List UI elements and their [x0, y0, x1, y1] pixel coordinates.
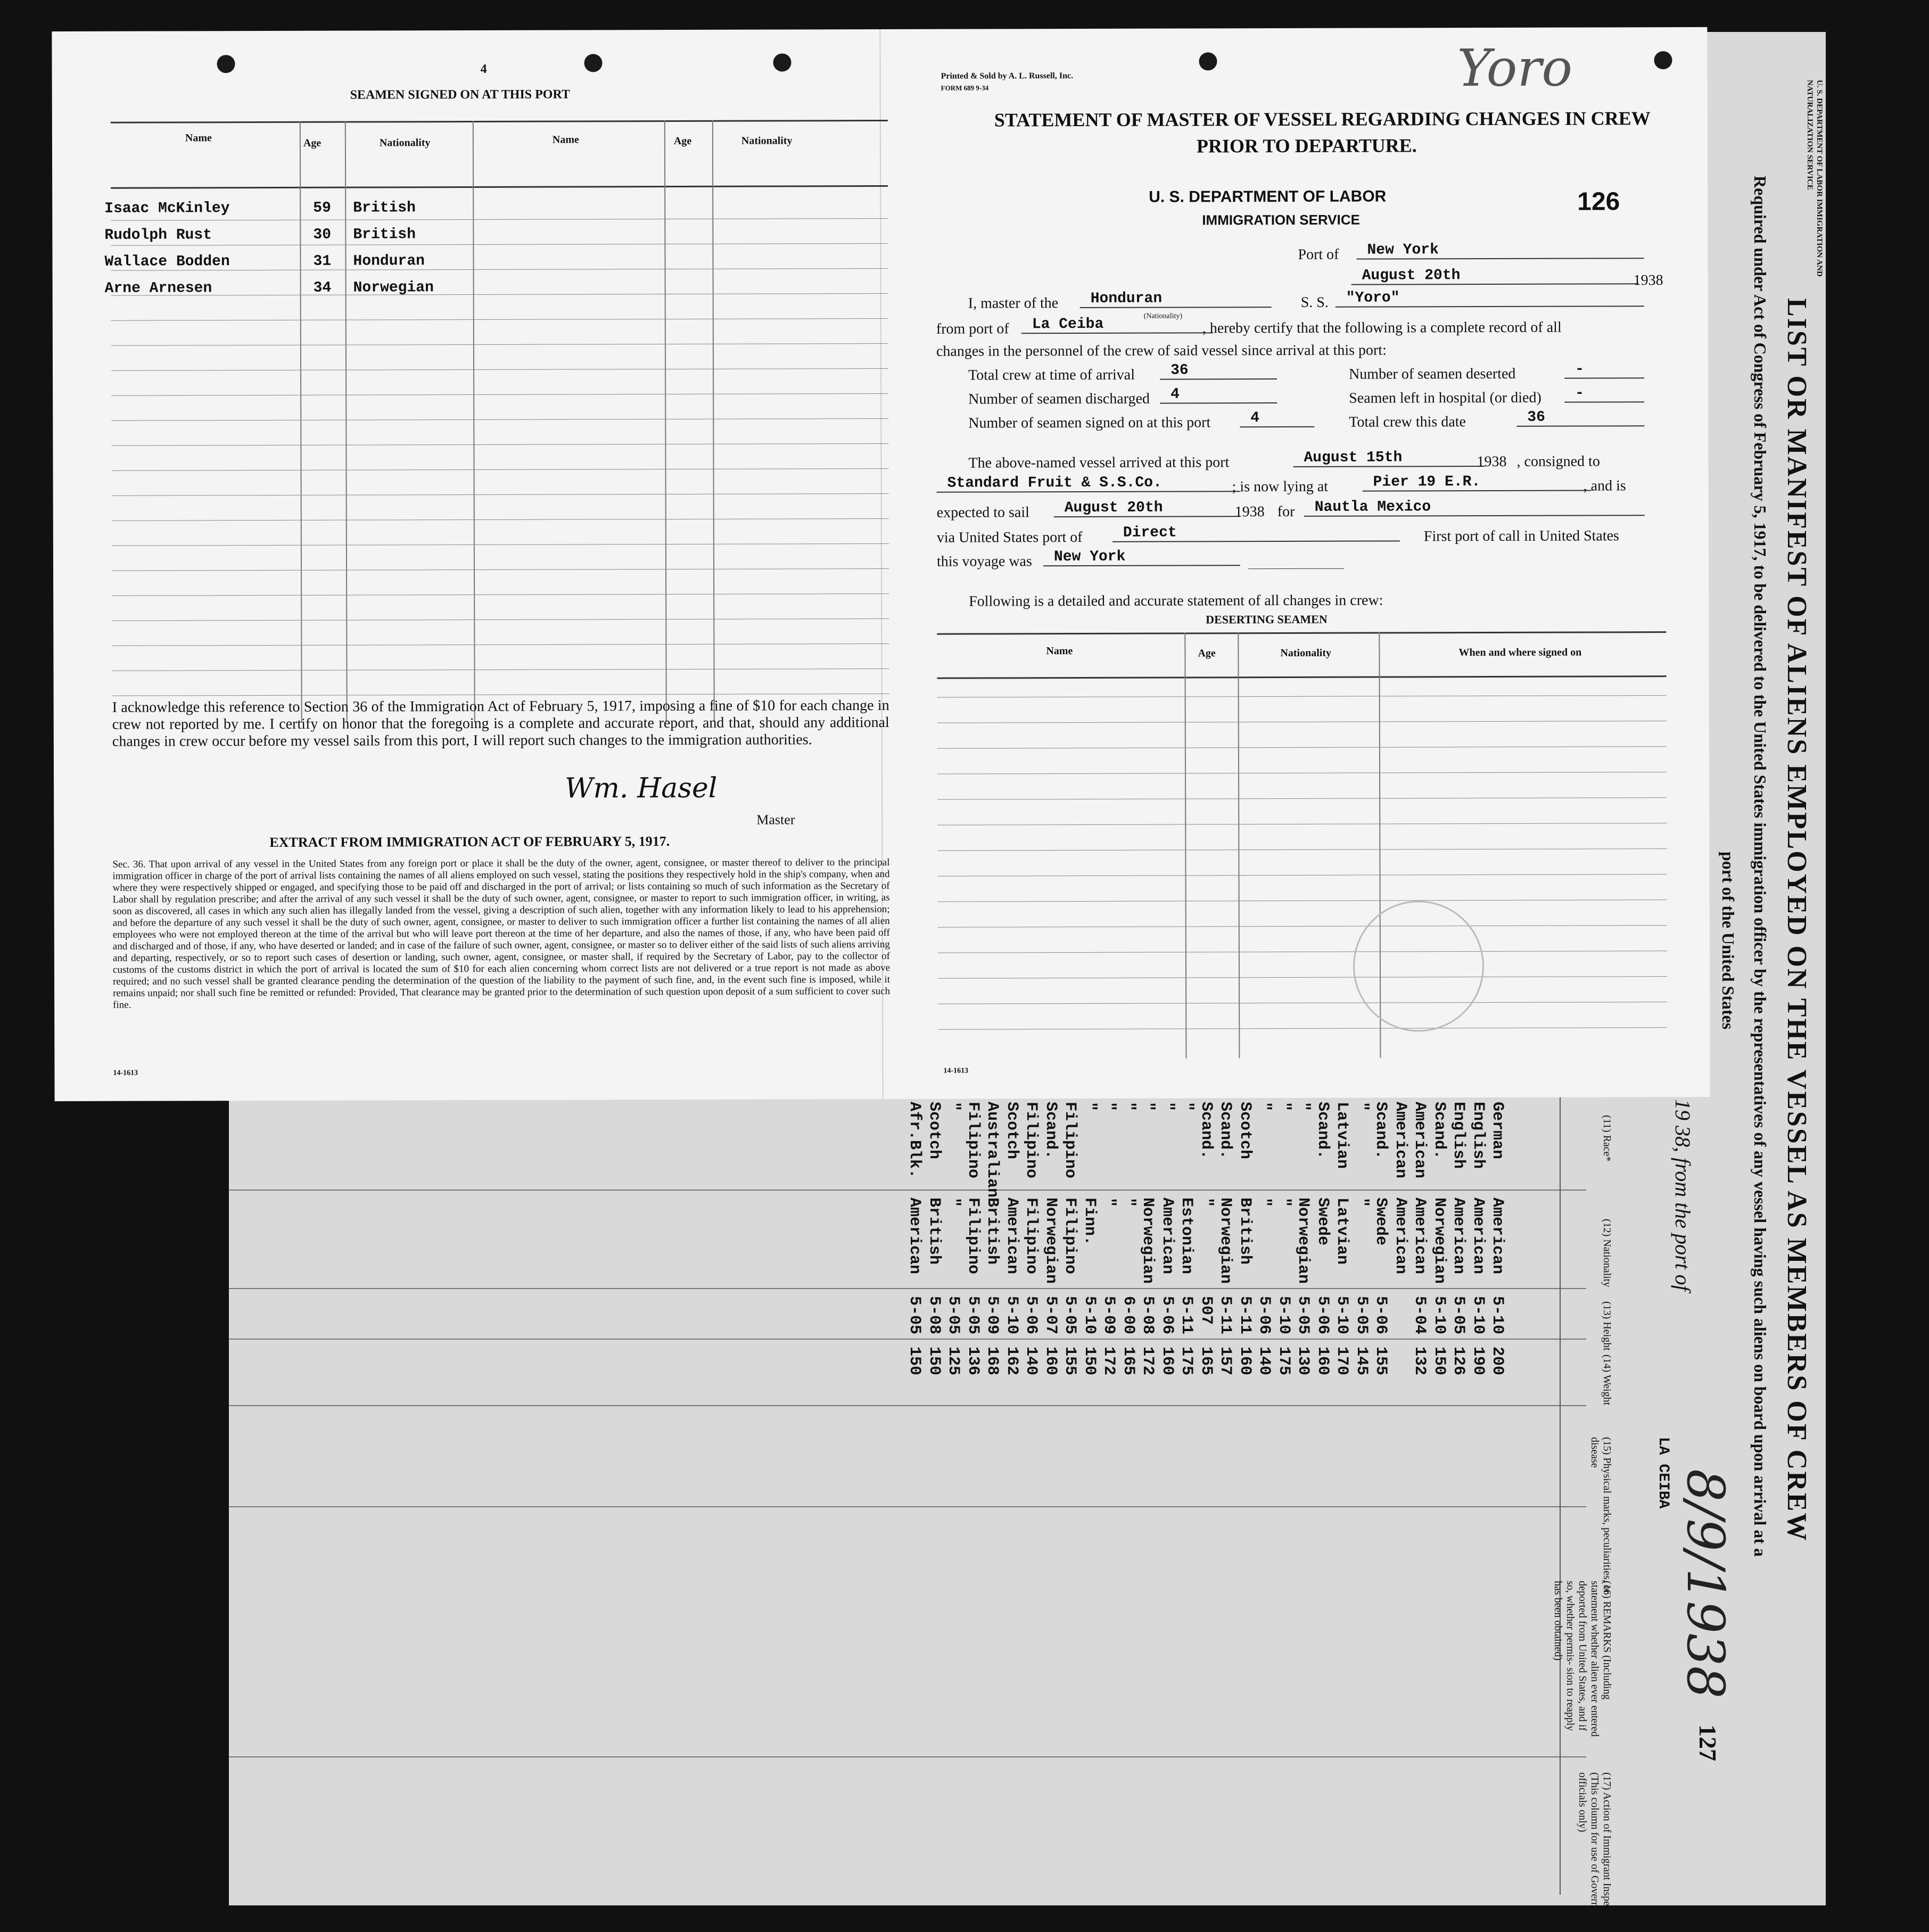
manifest-column-header: (15) Physical marks, peculiarities, or disease: [1589, 1437, 1613, 1594]
from-port-label: from port of: [936, 320, 1009, 337]
faded-inspection-stamp: [1353, 901, 1485, 1032]
manifest-cell-height: 5-06: [1022, 1296, 1040, 1335]
table-rule: [111, 418, 888, 421]
form-number: FORM 689 9-34: [941, 84, 989, 92]
seaman-age: 30: [313, 226, 332, 243]
manifest-column-header: (14) Weight: [1601, 1355, 1613, 1406]
manifest-cell-race: ": [1255, 1102, 1273, 1112]
table-rule: [937, 797, 1667, 800]
manifest-cell-race: Scand.: [1216, 1102, 1234, 1160]
column-divider: [229, 1405, 1586, 1406]
manifest-cell-weight: 175: [1274, 1347, 1293, 1376]
manifest-cell-nationality: Filipino: [1022, 1198, 1040, 1275]
table-rule: [111, 318, 888, 321]
voyage-label: this voyage was: [936, 553, 1032, 570]
following-text: Following is a detailed and accurate statement of all changes in crew:: [969, 592, 1383, 610]
manifest-cell-race: American: [1391, 1102, 1409, 1179]
column-line: [664, 120, 667, 722]
blank-line: [1248, 568, 1344, 569]
manifest-subtitle-2: port of the United States: [1719, 852, 1738, 1030]
manifest-subtitle-1: Required under Act of Congress of February 5, 1917, to be delivered to the United States immigration officer by the representatives of any vessel having such aliens on board upon arrival at a: [1751, 176, 1770, 1557]
manifest-cell-nationality: American: [1449, 1198, 1468, 1275]
manifest-cell-race: ": [1274, 1102, 1293, 1112]
manifest-column-header: (12) Nationality: [1601, 1219, 1613, 1287]
manifest-cell-height: 5-06: [1255, 1296, 1273, 1335]
manifest-cell-height: 5-05: [1294, 1296, 1312, 1335]
manifest-cell-race: Afr.Blk.: [905, 1102, 924, 1179]
manifest-cell-race: Scand.: [1372, 1102, 1390, 1160]
manifest-cell-nationality: British: [983, 1198, 1001, 1265]
manifest-cell-nationality: ": [944, 1198, 962, 1208]
table-rule: [112, 618, 889, 621]
table-rule: [111, 218, 888, 221]
manifest-column-header: (11) Race*: [1601, 1115, 1613, 1162]
manifest-cell-race: Scotch: [1235, 1102, 1254, 1160]
nationality-caption: (Nationality): [1143, 312, 1183, 320]
manifest-cell-weight: 162: [1002, 1347, 1021, 1376]
manifest-cell-race: Scand.: [1313, 1102, 1332, 1160]
manifest-cell-nationality: American: [1469, 1198, 1487, 1275]
table-rule: [112, 543, 889, 546]
manifest-cell-weight: 140: [1255, 1347, 1273, 1376]
seaman-name: Rudolph Rust: [104, 227, 212, 244]
manifest-cell-nationality: American: [1391, 1198, 1409, 1275]
manifest-cell-weight: 155: [1061, 1347, 1079, 1376]
manifest-cell-nationality: Norwegian: [1430, 1198, 1448, 1284]
manifest-title: LIST OR MANIFEST OF ALIENS EMPLOYED ON THE VESSEL AS MEMBERS OF CREW: [1782, 298, 1812, 1542]
manifest-cell-weight: 172: [1139, 1347, 1157, 1376]
table-rule: [111, 443, 888, 446]
signed-on-label: Number of seamen signed on at this port: [968, 414, 1211, 432]
table-rule: [938, 925, 1667, 928]
punch-hole: [1654, 51, 1672, 69]
total-crew-arrival-value: 36: [1160, 362, 1277, 380]
manifest-cell-weight: 155: [1372, 1347, 1390, 1376]
manifest-cell-height: 5-10: [1333, 1296, 1351, 1335]
expected-label: expected to sail: [936, 504, 1029, 521]
manifest-cell-height: 5-05: [1061, 1296, 1079, 1335]
column-line: [712, 120, 715, 722]
column-divider: [229, 1190, 1586, 1191]
deserted-value: -: [1564, 361, 1644, 378]
manifest-column-header: (17) Action of Immigrant Inspector (This column for use of Government officials only): [1577, 1772, 1613, 1929]
manifest-cell-nationality: American: [1488, 1198, 1506, 1275]
manifest-cell-race: ": [944, 1102, 962, 1112]
manifest-cell-weight: 150: [925, 1347, 943, 1376]
left-form-code: 14-1613: [113, 1069, 138, 1077]
seaman-name: Isaac McKinley: [104, 200, 230, 217]
manifest-cell-weight: 172: [1100, 1347, 1118, 1376]
manifest-cell-race: Australian: [983, 1102, 1001, 1198]
manifest-cell-race: ": [1080, 1102, 1099, 1112]
manifest-cell-height: 5-08: [925, 1296, 943, 1335]
manifest-cell-race: ": [1177, 1102, 1196, 1112]
manifest-cell-weight: 150: [1430, 1347, 1448, 1376]
printer-imprint: Printed & Sold by A. L. Russell, Inc.: [941, 71, 1074, 81]
manifest-cell-height: 5-11: [1216, 1296, 1234, 1335]
statement-title: STATEMENT OF MASTER OF VESSEL REGARDING CHANGES IN CREW: [994, 108, 1651, 131]
manifest-cell-nationality: Finn.: [1080, 1198, 1099, 1246]
manifest-cell-race: Latvian: [1333, 1102, 1351, 1169]
seaman-nationality: British: [353, 200, 416, 217]
manifest-cell-race: English: [1469, 1102, 1487, 1169]
signed-on-value: 4: [1240, 410, 1314, 427]
manifest-cell-height: 5-05: [905, 1296, 924, 1335]
seaman-age: 31: [313, 253, 332, 270]
manifest-footnote: *See list of races on back hereof. NOTE.—Failure to furnish full or correct information in columns (3), (5), (6), and (7) is punishable by a fine of ten dollars for each alien. See other side.: [135, 1363, 176, 1715]
header-age-2: Age: [673, 135, 692, 147]
date-value: August 20th: [1351, 267, 1639, 285]
column-divider: [229, 1339, 1586, 1340]
manifest-cell-height: 5-10: [1080, 1296, 1099, 1335]
manifest-cell-nationality: British: [1235, 1198, 1254, 1265]
manifest-cell-race: Scotch: [1002, 1102, 1021, 1160]
manifest-cell-nationality: Filipino: [1061, 1198, 1079, 1275]
manifest-cell-race: Scand.: [1197, 1102, 1215, 1160]
manifest-cell-height: 5-10: [1469, 1296, 1487, 1335]
table-rule: [938, 1027, 1667, 1030]
ss-label: S. S.: [1300, 294, 1329, 311]
manifest-cell-race: ": [1139, 1102, 1157, 1112]
manifest-cell-nationality: ": [1255, 1198, 1273, 1208]
seaman-age: 34: [313, 279, 332, 296]
header-nationality-2: Nationality: [741, 135, 793, 147]
manifest-printer-imprint: SOLD BY A. L. RUSSELL, INC. 47 WEST ST., N. Y. FORM 630 U. S. DEPARTMENT OF LABOR IMMIGRATION AND NATURALIZATION SERVICE: [1806, 80, 1833, 301]
manifest-cell-nationality: Norwegian: [1041, 1198, 1060, 1284]
manifest-cell-weight: 145: [1352, 1347, 1371, 1376]
manifest-cell-weight: 160: [1313, 1347, 1332, 1376]
manifest-cell-height: 5-08: [1139, 1296, 1157, 1335]
manifest-cell-height: 5-05: [1449, 1296, 1468, 1335]
manifest-cell-height: 6-00: [1119, 1296, 1137, 1335]
header-nationality: Nationality: [379, 137, 431, 149]
lying-label: ; is now lying at: [1232, 478, 1329, 496]
discharged-label: Number of seamen discharged: [968, 390, 1150, 408]
port-value: New York: [1356, 241, 1644, 259]
manifest-cell-weight: 170: [1333, 1347, 1351, 1376]
manifest-cell-height: 5-09: [983, 1296, 1001, 1335]
manifest-cell-height: 5-05: [1352, 1296, 1371, 1335]
manifest-cell-nationality: British: [925, 1198, 943, 1265]
header-divider: [1560, 1096, 1561, 1895]
manifest-cell-height: 5-06: [1372, 1296, 1390, 1335]
manifest-cell-height: 5-07: [1041, 1296, 1060, 1335]
table-rule: [937, 695, 1667, 698]
manifest-cell-weight: 136: [963, 1347, 982, 1376]
table-rule: [112, 668, 889, 671]
table-rule: [112, 493, 889, 496]
table-rule: [112, 518, 889, 521]
manifest-cell-nationality: Norwegian: [1294, 1198, 1312, 1284]
service-name: IMMIGRATION SERVICE: [1202, 211, 1360, 228]
master-label: Master: [756, 812, 795, 828]
arrived-label: The above-named vessel arrived at this port: [968, 454, 1230, 472]
table-rule: [938, 874, 1667, 877]
expected-year: 1938: [1234, 503, 1265, 521]
manifest-cell-nationality: Estonian: [1177, 1198, 1196, 1275]
column-line: [473, 121, 475, 722]
manifest-cell-race: ": [1119, 1102, 1137, 1112]
seaman-age: 59: [313, 200, 331, 217]
manifest-cell-weight: 132: [1411, 1347, 1429, 1376]
deserting-header-age: Age: [1198, 647, 1216, 659]
table-rule: [111, 243, 888, 246]
seaman-nationality: British: [353, 226, 416, 243]
handwritten-vessel-name: Yoro: [1457, 38, 1573, 98]
extract-text: Sec. 36. That upon arrival of any vessel in the United States from any foreign port or place it shall be the duty of the owner, agent, consignee, or master thereof to deliver to the principal immigration officer in charge of the port of arrival lists containing the names of all aliens employed on such vessel, stating the positions they respectively hold in the ship's company, when and where they were respectively shipped or engaged, and specifying those to be paid off and discharged in the port of arrival; or lists containing so much of such information as the Secretary of Labor shall by regulation prescribe; and after the arrival of any such vessel it shall be the duty of such owner, agent, consignee, or master to report to such immigration officer, in writing, as soon as discovered, all cases in which any such alien has illegally landed from the vessel, giving a description of such alien, together with any information likely to lead to his apprehension; and before the departure of any such vessel it shall be the duty of such owner, agent, consignee, or master to deliver to such immigration officer a further list containing the names of all alien employees who were not employed thereon at the time of the arrival but who will leave port thereon at the time of her departure, and also the names of those, if any, who have been paid off and discharged and of those, if any, who have deserted or landed; and in case of the failure of such owner, agent, consignee, or master so to deliver either of the said lists of such aliens arriving and departing, respectively, or so to report such cases of desertion or landing, such owner, agent, consignee, or master shall, if required by the Secretary of Labor, pay to the collector of customs of the customs district in which the port of arrival is located the sum of $10 for each alien concerning whom correct lists are not delivered or a true report is not made as above required; and no such vessel shall be granted clearance pending the determination of the question of the liability to the payment of such fine, and, in the event such fine is imposed, while it remains unpaid; nor shall such fine be remitted or refunded: Provided, That clearance may be granted prior to the determination of such question upon deposit of a sum sufficient to cover such fine.: [112, 856, 891, 1011]
manifest-cell-race: American: [1411, 1102, 1429, 1179]
manifest-cell-race: English: [1449, 1102, 1468, 1169]
manifest-cell-nationality: Norwegian: [1216, 1198, 1234, 1284]
manifest-cell-weight: 165: [1119, 1347, 1137, 1376]
seaman-name: Wallace Bodden: [104, 253, 230, 270]
table-rule: [111, 393, 888, 396]
table-rule: [937, 772, 1667, 774]
punch-hole: [1199, 52, 1217, 70]
page-number-stamp: 127: [1694, 1724, 1721, 1761]
manifest-cell-height: 5-11: [1177, 1296, 1196, 1335]
signed-on-table-header: [111, 120, 888, 189]
manifest-cell-weight: 125: [944, 1347, 962, 1376]
and-is-text: , and is: [1583, 477, 1626, 494]
manifest-cell-nationality: Swede: [1313, 1198, 1332, 1246]
manifest-cell-weight: 165: [1197, 1347, 1215, 1376]
manifest-cell-weight: 160: [1041, 1347, 1060, 1376]
punch-hole: [217, 55, 235, 73]
hospital-label: Seamen left in hospital (or died): [1349, 389, 1541, 407]
left-page-number: 4: [480, 62, 487, 76]
first-port-label: First port of call in United States: [1423, 527, 1619, 545]
table-rule: [112, 643, 889, 646]
via-value: Direct: [1112, 524, 1400, 542]
total-crew-arrival-label: Total crew at time of arrival: [968, 366, 1135, 384]
manifest-cell-nationality: ": [1274, 1198, 1293, 1208]
total-crew-date-label: Total crew this date: [1349, 414, 1466, 431]
via-label: via United States port of: [936, 529, 1083, 546]
table-rule: [112, 693, 889, 696]
manifest-cell-height: 5-09: [1100, 1296, 1118, 1335]
manifest-cell-race: ": [1158, 1102, 1176, 1112]
punch-hole: [773, 53, 791, 71]
table-rule: [937, 823, 1667, 825]
manifest-cell-height: 5-10: [1002, 1296, 1021, 1335]
manifest-cell-nationality: ": [1100, 1198, 1118, 1208]
total-crew-date-value: 36: [1516, 409, 1644, 427]
manifest-cell-nationality: ": [1197, 1198, 1215, 1208]
manifest-cell-height: 5-05: [963, 1296, 982, 1335]
for-label: for: [1277, 503, 1295, 521]
acknowledgment-text: I acknowledge this reference to Section 36 of the Immigration Act of February 5, 1917, imposing a fine of $10 for each change in crew not reported by me. I certify on honor that the foregoing is a complete and accurate report, and that, should any additional changes in crew occur before my vessel sails from this port, I will report such changes to the immigration authorities.: [112, 697, 889, 750]
seaman-nationality: Honduran: [353, 253, 425, 270]
manifest-cell-nationality: ": [1119, 1198, 1137, 1208]
deserting-header-name: Name: [1046, 645, 1073, 657]
manifest-cell-height: 5-05: [944, 1296, 962, 1335]
manifest-cell-race: Scand.: [1041, 1102, 1060, 1160]
table-rule: [111, 343, 888, 346]
table-rule: [938, 899, 1667, 902]
table-rule: [112, 468, 889, 471]
lying-value: Pier 19 E.R.: [1363, 474, 1592, 492]
manifest-cell-weight: 150: [1080, 1347, 1099, 1376]
manifest-cell-nationality: American: [905, 1198, 924, 1275]
manifest-cell-height: 5-11: [1235, 1296, 1254, 1335]
manifest-cell-nationality: American: [1158, 1198, 1176, 1275]
manifest-cell-nationality: ": [1352, 1198, 1371, 1208]
manifest-cell-height: 5-10: [1274, 1296, 1293, 1335]
deserting-header-when-where: When and where signed on: [1458, 646, 1582, 659]
punch-hole: [584, 54, 602, 72]
arrived-value: August 15th: [1293, 449, 1485, 467]
manifest-cell-weight: 160: [1158, 1347, 1176, 1376]
seaman-nationality: Norwegian: [353, 279, 434, 296]
manifest-cell-height: 5-06: [1313, 1296, 1332, 1335]
right-form-code: 14-1613: [943, 1067, 969, 1075]
manifest-cell-race: Filipino: [1022, 1102, 1040, 1179]
discharged-value: 4: [1160, 386, 1277, 404]
department-name: U. S. DEPARTMENT OF LABOR: [1149, 187, 1387, 206]
manifest-cell-weight: 175: [1177, 1347, 1196, 1376]
column-divider: [229, 1756, 1586, 1757]
certify-text: , hereby certify that the following is a complete record of all: [1202, 319, 1562, 337]
handwritten-date: 8/9/1938: [1676, 1469, 1735, 1699]
arrived-year: 1938: [1477, 453, 1507, 470]
manifest-cell-height: 5-10: [1430, 1296, 1448, 1335]
manifest-cell-nationality: Swede: [1372, 1198, 1390, 1246]
manifest-cell-weight: 130: [1294, 1347, 1312, 1376]
statement-number: 126: [1577, 187, 1620, 216]
table-rule: [111, 368, 888, 371]
master-signature: Wm. Hasel: [565, 772, 718, 805]
consigned-label: , consigned to: [1516, 453, 1600, 470]
from-port-value: La Ceiba: [1021, 316, 1213, 334]
header-name: Name: [185, 132, 212, 144]
column-line: [300, 121, 302, 723]
table-rule: [111, 293, 888, 296]
table-rule: [112, 593, 889, 596]
manifest-cell-race: Filipino: [963, 1102, 982, 1179]
sheet-number-label: Sheet No.: [1856, 1639, 1874, 1700]
manifest-cell-height: 5-06: [1158, 1296, 1176, 1335]
manifest-cell-race: ": [1352, 1102, 1371, 1112]
nationality-value: Honduran: [1080, 290, 1272, 308]
deserting-header-nationality: Nationality: [1280, 647, 1332, 659]
manifest-cell-height: 507: [1197, 1296, 1215, 1325]
manifest-cell-nationality: Norwegian: [1139, 1198, 1157, 1284]
expected-value: August 20th: [1054, 499, 1240, 517]
manifest-cell-weight: 150: [905, 1347, 924, 1376]
date-year: 1938: [1633, 272, 1663, 289]
manifest-cell-race: ": [1100, 1102, 1118, 1112]
manifest-cell-nationality: American: [1411, 1198, 1429, 1275]
table-rule: [937, 746, 1667, 749]
manifest-cell-weight: 157: [1216, 1347, 1234, 1376]
table-rule: [938, 1002, 1667, 1004]
manifest-cell-weight: 160: [1235, 1347, 1254, 1376]
ship-name: "Yoro": [1336, 289, 1644, 308]
manifest-cell-height: 5-10: [1488, 1296, 1506, 1335]
statement-subtitle: PRIOR TO DEPARTURE.: [1196, 135, 1417, 157]
seaman-name: Arne Arnesen: [104, 280, 212, 297]
signed-on-title: SEAMEN SIGNED ON AT THIS PORT: [350, 87, 570, 102]
table-rule: [938, 976, 1667, 979]
manifest-cell-race: German: [1488, 1102, 1506, 1160]
manifest-cell-race: Filipino: [1061, 1102, 1079, 1179]
crew-change-statement-sheet: [52, 27, 1710, 1101]
manifest-cell-weight: 190: [1469, 1347, 1487, 1376]
manifest-cell-weight: 140: [1022, 1347, 1040, 1376]
table-rule: [937, 848, 1667, 851]
hospital-value: -: [1564, 385, 1644, 402]
manifest-port: LA CEIBA: [1655, 1437, 1671, 1509]
column-line: [345, 121, 348, 723]
manifest-column-header: (13) Height: [1601, 1301, 1613, 1351]
changes-text: changes in the personnel of the crew of said vessel since arrival at this port:: [936, 342, 1387, 360]
manifest-cell-race: Scand.: [1430, 1102, 1448, 1160]
manifest-cell-weight: 168: [983, 1347, 1001, 1376]
manifest-cell-race: Scotch: [925, 1102, 943, 1160]
destination-value: Nautla Mexico: [1304, 498, 1645, 517]
master-of-label: I, master of the: [968, 295, 1059, 312]
header-name-2: Name: [552, 134, 579, 146]
port-label: Port of: [1298, 246, 1339, 263]
manifest-column-header: (16) REMARKS (Including statement whether alien ever entered deported from United States, and if so, whether permis- sion to reapply has been obtained): [1552, 1581, 1613, 1737]
voyage-value: New York: [1043, 548, 1240, 566]
header-age: Age: [303, 137, 322, 149]
column-divider: [229, 1506, 1586, 1507]
manifest-cell-nationality: Filipino: [963, 1198, 982, 1275]
deserted-label: Number of seamen deserted: [1349, 365, 1516, 383]
manifest-cell-height: 5-04: [1411, 1296, 1429, 1335]
table-rule: [112, 568, 889, 571]
manifest-cell-weight: 126: [1449, 1347, 1468, 1376]
extract-title: EXTRACT FROM IMMIGRATION ACT OF FEBRUARY 5, 1917.: [269, 833, 670, 851]
manifest-cell-nationality: Latvian: [1333, 1198, 1351, 1265]
manifest-cell-weight: 200: [1488, 1347, 1506, 1376]
table-rule: [938, 951, 1667, 953]
manifest-cell-nationality: American: [1002, 1198, 1021, 1275]
deserting-title: DESERTING SEAMEN: [1206, 612, 1328, 626]
column-divider: [229, 1288, 1586, 1289]
manifest-cell-race: ": [1294, 1102, 1312, 1112]
year-port-line: 19 38, from the port of: [1671, 1099, 1695, 1291]
consignee-value: Standard Fruit & S.S.Co.: [937, 474, 1240, 492]
table-rule: [937, 721, 1667, 723]
